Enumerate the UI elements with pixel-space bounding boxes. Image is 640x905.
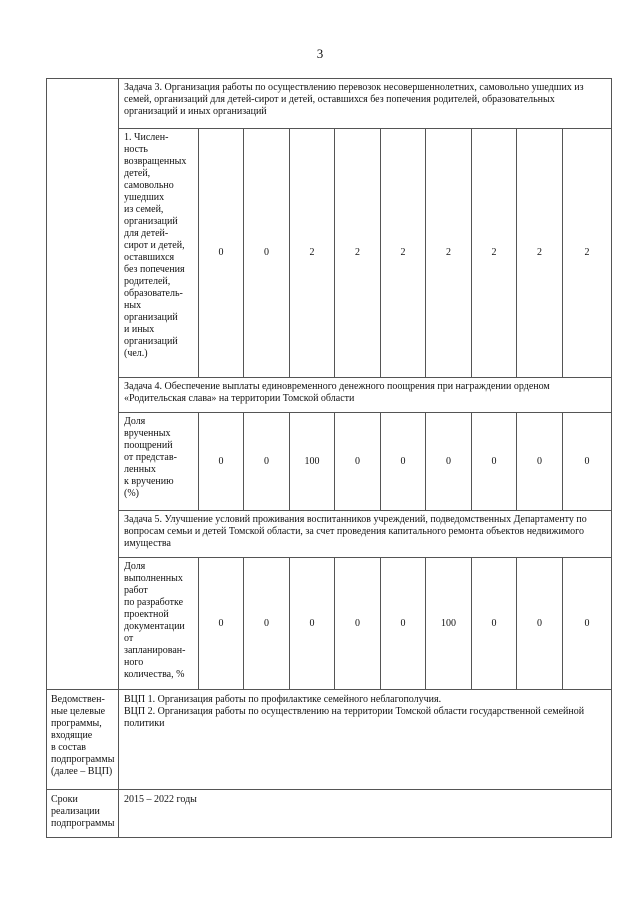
value-cell: 2 bbox=[426, 129, 472, 378]
subprogram-table bbox=[46, 78, 612, 838]
timeline-label bbox=[47, 790, 119, 838]
text-line: в состав bbox=[51, 742, 86, 753]
text-line: организаций bbox=[124, 312, 178, 323]
text-line: родителей, bbox=[124, 276, 171, 287]
text-line: из семей, bbox=[124, 204, 164, 215]
timeline-value: 2015 – 2022 годы bbox=[119, 790, 612, 838]
value-cell: 2 bbox=[517, 129, 563, 378]
text-line: Ведомствен- bbox=[51, 694, 105, 705]
text-line: ного bbox=[124, 657, 144, 668]
value-cell: 0 bbox=[563, 558, 612, 690]
text-line: (%) bbox=[124, 488, 139, 499]
indicator-1-row bbox=[47, 129, 612, 378]
text-line: Доля bbox=[124, 416, 146, 427]
text-line: возвращенных bbox=[124, 156, 187, 167]
text-line: (далее – ВЦП) bbox=[51, 766, 113, 777]
text-line: ушедших bbox=[124, 192, 165, 203]
text-line: выполненных bbox=[124, 573, 183, 584]
text-line: самовольно bbox=[124, 180, 174, 191]
vcp-item: ВЦП 2. Организация работы по осуществлению на территории Томской области государственной семейной политики bbox=[124, 706, 585, 729]
text-line: для детей- bbox=[124, 228, 169, 239]
indicator-3-row bbox=[47, 558, 612, 690]
value-cell: 0 bbox=[472, 413, 517, 511]
value-cell: 2 bbox=[563, 129, 612, 378]
value-cell: 2 bbox=[472, 129, 517, 378]
indicator-2-row bbox=[47, 413, 612, 511]
text-line: ность bbox=[124, 144, 148, 155]
text-line: ленных bbox=[124, 464, 156, 475]
value-cell: 0 bbox=[199, 413, 244, 511]
text-line: (чел.) bbox=[124, 348, 148, 359]
vcp-row bbox=[47, 690, 612, 790]
value-cell: 0 bbox=[517, 558, 563, 690]
text-line: работ bbox=[124, 585, 148, 596]
value-cell: 0 bbox=[199, 558, 244, 690]
indicator-name bbox=[119, 413, 199, 511]
text-line: организаций bbox=[124, 216, 178, 227]
value-cell: 0 bbox=[381, 413, 426, 511]
text-line: сирот и детей, bbox=[124, 240, 185, 251]
text-line: Сроки bbox=[51, 794, 78, 805]
text-line: ных bbox=[124, 300, 142, 311]
page-number: 3 bbox=[316, 46, 324, 61]
text-line: подпрограммы bbox=[51, 754, 115, 765]
text-line: количества, % bbox=[124, 669, 185, 680]
value-cell: 100 bbox=[290, 413, 335, 511]
task-4-title: Задача 4. Обеспечение выплаты единовременного денежного поощрения при награждении орденом «Родительская слава» на территории Томской области bbox=[119, 378, 612, 413]
task-4-row bbox=[47, 378, 612, 413]
value-cell: 2 bbox=[290, 129, 335, 378]
text-line: образователь- bbox=[124, 288, 183, 299]
text-line: Доля bbox=[124, 561, 146, 572]
text-line: по разработке bbox=[124, 597, 184, 608]
task-5-row bbox=[47, 511, 612, 558]
text-line: реализации bbox=[51, 806, 100, 817]
indicator-name bbox=[119, 558, 199, 690]
text-line: документации bbox=[124, 621, 185, 632]
task-3-title: Задача 3. Организация работы по осуществлению перевозок несовершеннолетних, самовольно ушедших из семей, организаций для детей-сирот и детей, оставшихся без попечения родителей, образовательных организаций и иных организаций bbox=[119, 79, 612, 129]
value-cell: 0 bbox=[244, 129, 290, 378]
text-line: оставшихся bbox=[124, 252, 175, 263]
text-line: врученных bbox=[124, 428, 171, 439]
text-line: детей, bbox=[124, 168, 151, 179]
vcp-item: ВЦП 1. Организация работы по профилактике семейного неблагополучия. bbox=[124, 694, 442, 705]
value-cell: 0 bbox=[563, 413, 612, 511]
value-cell: 0 bbox=[472, 558, 517, 690]
task-3-row bbox=[47, 79, 612, 129]
task-5-title: Задача 5. Улучшение условий проживания воспитанников учреждений, подведомственных Департаменту по вопросам семьи и детей Томской области, за счет проведения капитального ремонта объектов недвижимого имущества bbox=[119, 511, 612, 558]
text-line: запланирован- bbox=[124, 645, 186, 656]
value-cell: 0 bbox=[290, 558, 335, 690]
text-line: организаций bbox=[124, 336, 178, 347]
value-cell: 0 bbox=[517, 413, 563, 511]
value-cell: 0 bbox=[426, 413, 472, 511]
empty-left-cell bbox=[47, 79, 119, 690]
text-line: от представ- bbox=[124, 452, 177, 463]
text-line: без попечения bbox=[124, 264, 185, 275]
vcp-label bbox=[47, 690, 119, 790]
text-line: от bbox=[124, 633, 134, 644]
indicator-name bbox=[119, 129, 199, 378]
value-cell: 0 bbox=[381, 558, 426, 690]
value-cell: 0 bbox=[244, 558, 290, 690]
vcp-content bbox=[119, 690, 612, 790]
value-cell: 0 bbox=[335, 558, 381, 690]
text-line: поощрений bbox=[124, 440, 173, 451]
value-cell: 2 bbox=[381, 129, 426, 378]
text-line: программы, bbox=[51, 718, 102, 729]
value-cell: 2 bbox=[335, 129, 381, 378]
text-line: входящие bbox=[51, 730, 93, 741]
value-cell: 0 bbox=[199, 129, 244, 378]
value-cell: 0 bbox=[244, 413, 290, 511]
text-line: к вручению bbox=[124, 476, 174, 487]
timeline-row bbox=[47, 790, 612, 838]
text-line: проектной bbox=[124, 609, 169, 620]
text-line: подпрограммы bbox=[51, 818, 115, 829]
text-line: и иных bbox=[124, 324, 155, 335]
text-line: 1. Числен- bbox=[124, 132, 169, 143]
text-line: ные целевые bbox=[51, 706, 106, 717]
value-cell: 0 bbox=[335, 413, 381, 511]
value-cell: 100 bbox=[426, 558, 472, 690]
